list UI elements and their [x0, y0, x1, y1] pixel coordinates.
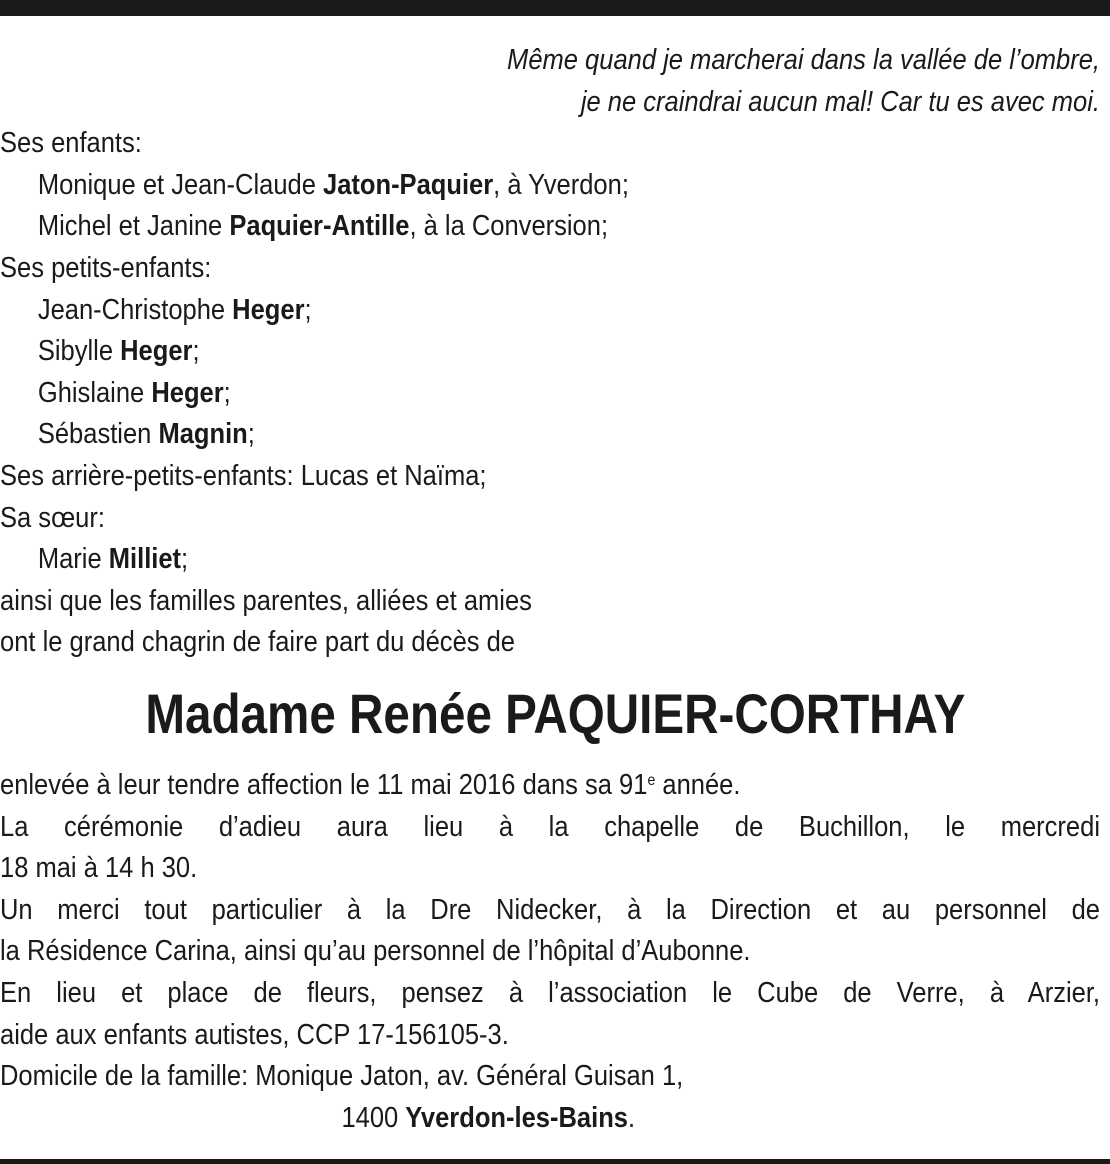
notice-lower: [0, 764, 1100, 1138]
punctuation: ;: [304, 293, 312, 326]
families-line-2: ont le grand chagrin de faire part du décès de: [0, 626, 516, 659]
flowers-line-1: En lieu et place de fleurs, pensez à l’association le Cube de Verre, à Arzier,: [0, 976, 1100, 1009]
grandchild-given-name: Sébastien: [37, 418, 159, 451]
child-surname: Paquier-Antille: [229, 210, 410, 243]
ceremony-line-2: 18 mai à 14 h 30.: [0, 852, 198, 885]
child-surname: Jaton-Paquier: [323, 168, 494, 201]
child-entry: [0, 206, 1100, 248]
sister-entry: [0, 539, 1100, 581]
city: Yverdon-les-Bains: [405, 1101, 628, 1134]
punctuation: ;: [247, 418, 255, 451]
thanks-line-1: Un merci tout particulier à la Dre Nidecker, à la Direction et au personnel de: [0, 893, 1100, 926]
passing-text: enlevée à leur tendre affection le 11 mai 2016 dans sa 91: [0, 769, 648, 801]
passing-line: [0, 764, 1100, 806]
domicile-address: [0, 1097, 1100, 1139]
child-place: , à Yverdon;: [493, 168, 629, 201]
punctuation: ;: [181, 543, 189, 576]
postcode: 1400: [341, 1101, 406, 1134]
grandchild-surname: Heger: [151, 376, 224, 409]
grandchild-given-name: Jean-Christophe: [37, 293, 233, 326]
punctuation: ;: [192, 335, 200, 368]
domicile-line: Domicile de la famille: Monique Jaton, av. Général Guisan 1,: [0, 1060, 684, 1093]
grandchild-entry: [0, 414, 1100, 456]
grandchildren-heading: Ses petits-enfants:: [0, 251, 212, 284]
grandchild-surname: Heger: [232, 293, 305, 326]
scripture-quote-line-1: Même quand je marcherai dans la vallée de l’ombre,: [507, 44, 1101, 76]
bottom-rule: [0, 1159, 1110, 1164]
punctuation: ;: [223, 376, 231, 409]
great-grandchildren-line: Ses arrière-petits-enfants: Lucas et Naïma;: [0, 459, 487, 492]
ordinal-suffix: e: [647, 772, 656, 789]
child-given-names: Michel et Janine: [37, 210, 230, 243]
child-place: , à la Conversion;: [409, 210, 609, 243]
sister-surname: Milliet: [108, 543, 182, 576]
flowers-line-2: aide aux enfants autistes, CCP 17-156105-3.: [0, 1018, 509, 1051]
grandchild-surname: Heger: [120, 335, 193, 368]
grandchild-entry: [0, 331, 1100, 373]
top-rule: [0, 0, 1110, 16]
punctuation: .: [627, 1101, 636, 1134]
thanks-line-2: la Résidence Carina, ainsi qu’au personnel de l’hôpital d’Aubonne.: [0, 935, 751, 968]
scripture-quote-line-2: je ne craindrai aucun mal! Car tu es avec moi.: [580, 85, 1100, 118]
deceased-name-heading: [0, 676, 1110, 752]
children-heading: Ses enfants:: [0, 127, 142, 160]
passing-text-end: année.: [655, 769, 741, 801]
ceremony-line-1: La cérémonie d’adieu aura lieu à la chapelle de Buchillon, le mercredi: [0, 810, 1100, 843]
deceased-name: Madame Renée PAQUIER-CORTHAY: [145, 682, 965, 745]
grandchild-entry: [0, 373, 1100, 415]
grandchild-surname: Magnin: [158, 418, 248, 451]
child-entry: [0, 165, 1100, 207]
notice-upper: [0, 40, 1100, 664]
families-line-1: ainsi que les familles parentes, alliées et amies: [0, 584, 532, 617]
sister-given-name: Marie: [37, 543, 109, 576]
grandchild-given-name: Ghislaine: [37, 376, 152, 409]
grandchild-entry: [0, 290, 1100, 332]
sister-heading: Sa sœur:: [0, 501, 105, 534]
child-given-names: Monique et Jean-Claude: [37, 168, 324, 201]
grandchild-given-name: Sibylle: [37, 335, 121, 368]
